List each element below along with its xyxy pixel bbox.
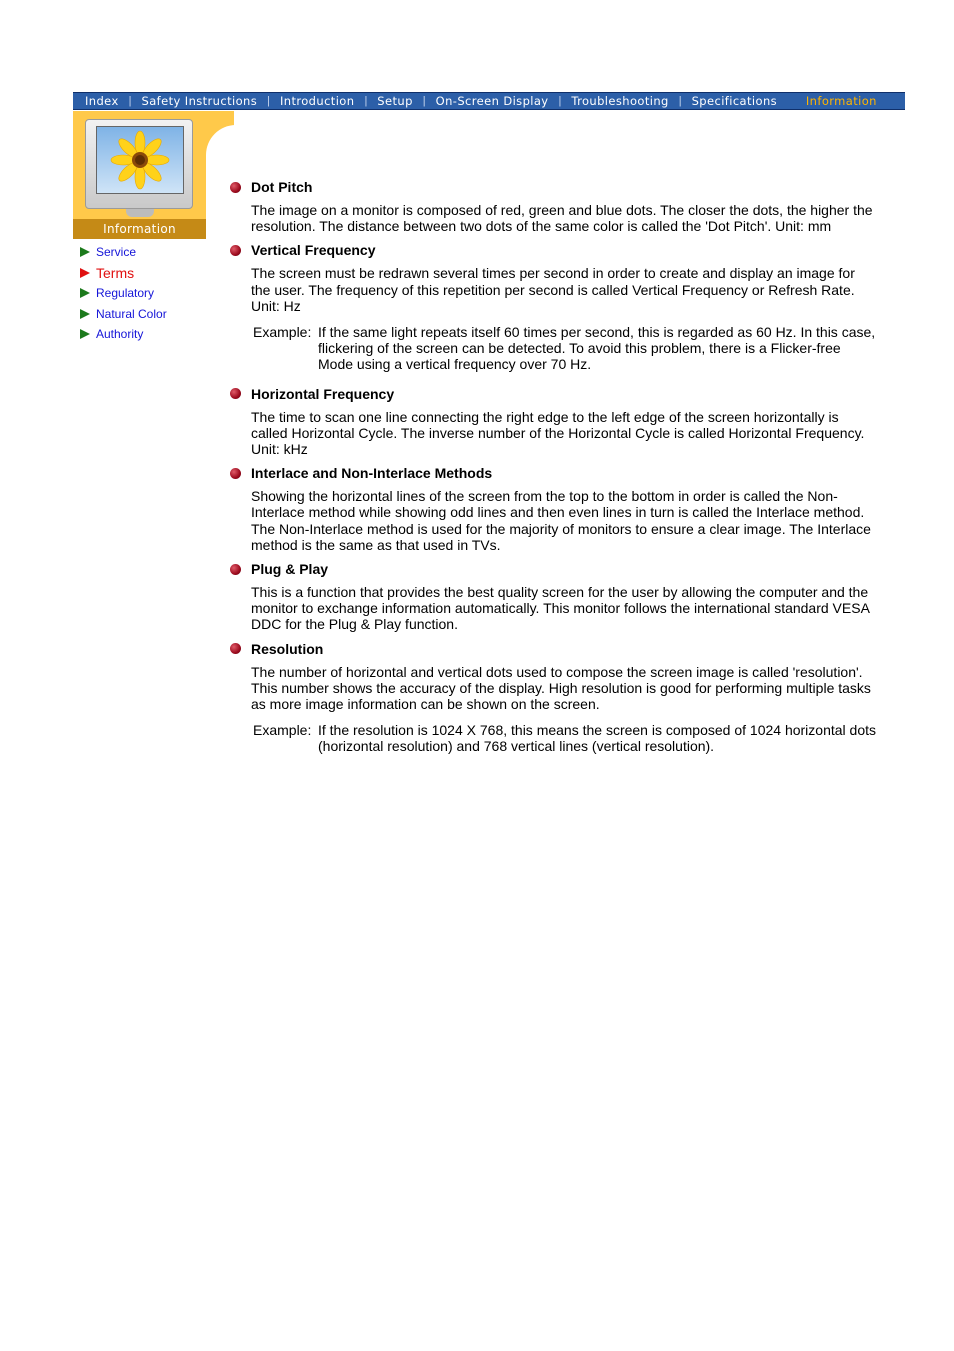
bullet-icon	[230, 643, 241, 654]
bullet-icon	[230, 245, 241, 256]
bullet-icon	[230, 388, 241, 399]
sidebar-item-label: Authority	[96, 327, 144, 342]
header-corner-curve	[206, 125, 266, 185]
sidebar-item-label: Natural Color	[96, 306, 167, 321]
term-description: The image on a monitor is composed of red, green and blue dots. The closer the dots, the higher the resolution. The distance between two dots of the same color is called the 'Dot Pitch'. Unit: mm	[251, 202, 873, 235]
term-heading	[230, 385, 878, 403]
arrow-right-icon	[80, 329, 90, 339]
example-label: Example:	[253, 324, 312, 341]
sidebar-menu	[80, 242, 167, 345]
arrow-right-icon	[80, 288, 90, 298]
nav-index[interactable]: Index	[85, 94, 119, 108]
term-heading	[230, 640, 878, 658]
nav-separator: |	[422, 95, 426, 107]
term-section	[230, 178, 878, 234]
nav-separator: |	[678, 95, 682, 107]
sidebar-header-label: Information	[73, 219, 206, 239]
nav-safety-instructions[interactable]: Safety Instructions	[141, 94, 258, 108]
term-section	[230, 385, 878, 458]
nav-introduction[interactable]: Introduction	[279, 94, 355, 108]
term-title: Interlace and Non-Interlace Methods	[251, 465, 493, 482]
sidebar-item-service[interactable]	[80, 242, 167, 263]
term-heading	[230, 178, 878, 196]
term-section	[230, 640, 878, 755]
term-title: Dot Pitch	[251, 179, 313, 195]
nav-information[interactable]: Information	[805, 94, 877, 108]
sidebar-item-authority[interactable]	[80, 324, 167, 345]
nav-separator: |	[128, 95, 132, 107]
sunflower-icon	[97, 127, 183, 193]
term-title: Plug & Play	[251, 561, 329, 578]
term-example	[253, 324, 878, 373]
sidebar-item-label: Terms	[96, 264, 135, 281]
monitor-image	[85, 119, 193, 209]
sidebar-item-terms[interactable]	[80, 263, 167, 284]
sidebar-item-label: Service	[96, 245, 137, 260]
top-nav-bar	[73, 92, 905, 110]
bullet-icon	[230, 564, 241, 575]
arrow-right-icon	[80, 309, 90, 319]
term-section	[230, 464, 878, 553]
term-description: The time to scan one line connecting the right edge to the left edge of the screen horizontally is called Horizontal Cycle. The inverse number of the Horizontal Cycle is called Horizontal Frequency. Unit: kHz	[251, 408, 865, 458]
example-text: If the resolution is 1024 X 768, this means the screen is composed of 1024 horizontal dots (horizontal resolution) and 768 vertical lines (vertical resolution).	[318, 722, 876, 755]
term-heading	[230, 464, 878, 482]
arrow-right-icon	[80, 268, 90, 278]
term-title: Vertical Frequency	[251, 242, 376, 259]
term-description: The screen must be redrawn several times per second in order to create and display an image for the user. The frequency of this repetition per second is called Vertical Frequency or Refresh Rate. Unit: Hz	[251, 265, 855, 314]
nav-specifications[interactable]: Specifications	[691, 94, 778, 108]
term-title: Horizontal Frequency	[251, 385, 395, 402]
term-example	[253, 722, 878, 754]
term-heading	[230, 241, 878, 259]
term-heading	[230, 560, 878, 578]
terms-content	[230, 178, 878, 762]
term-description: The number of horizontal and vertical dots used to compose the screen image is called 'resolution'. This number shows the accuracy of the display. High resolution is good for performing multiple tasks as more image information can be shown on the screen.	[251, 663, 871, 713]
sidebar-item-label: Regulatory	[96, 286, 155, 301]
nav-separator: |	[364, 95, 368, 107]
term-section	[230, 241, 878, 372]
nav-setup[interactable]: Setup	[377, 94, 413, 108]
term-description: This is a function that provides the best quality screen for the user by allowing the computer and the monitor to exchange information automatically. This monitor follows the international standard VESA DDC for the Plug & Play function.	[251, 584, 870, 633]
term-title: Resolution	[251, 640, 324, 657]
bullet-icon	[230, 468, 241, 479]
monitor-stand	[126, 209, 154, 217]
monitor-screen	[96, 126, 184, 194]
example-label: Example:	[253, 722, 312, 739]
nav-troubleshooting[interactable]: Troubleshooting	[571, 94, 669, 108]
nav-separator: |	[558, 95, 562, 107]
term-section	[230, 560, 878, 633]
section-header-graphic	[73, 111, 206, 239]
sidebar-item-natural-color[interactable]	[80, 304, 167, 325]
example-text: If the same light repeats itself 60 times per second, this is regarded as 60 Hz. In this case, flickering of the screen can be detected. To avoid this problem, there is a Flicker-free Mode using a vertical frequency over 70 Hz.	[318, 324, 876, 373]
term-description: Showing the horizontal lines of the screen from the top to the bottom in order is called the Non-Interlace method while showing odd lines and then even lines in turn is called the Interlace method. The Non-Interlace method is used for the majority of monitors to ensure a clear image. The Interlace method is the same as that used in TVs.	[251, 488, 871, 553]
sidebar-item-regulatory[interactable]	[80, 283, 167, 304]
bullet-icon	[230, 182, 241, 193]
nav-separator: |	[267, 95, 270, 107]
arrow-right-icon	[80, 247, 90, 257]
nav-on-screen-display[interactable]: On-Screen Display	[435, 94, 549, 108]
